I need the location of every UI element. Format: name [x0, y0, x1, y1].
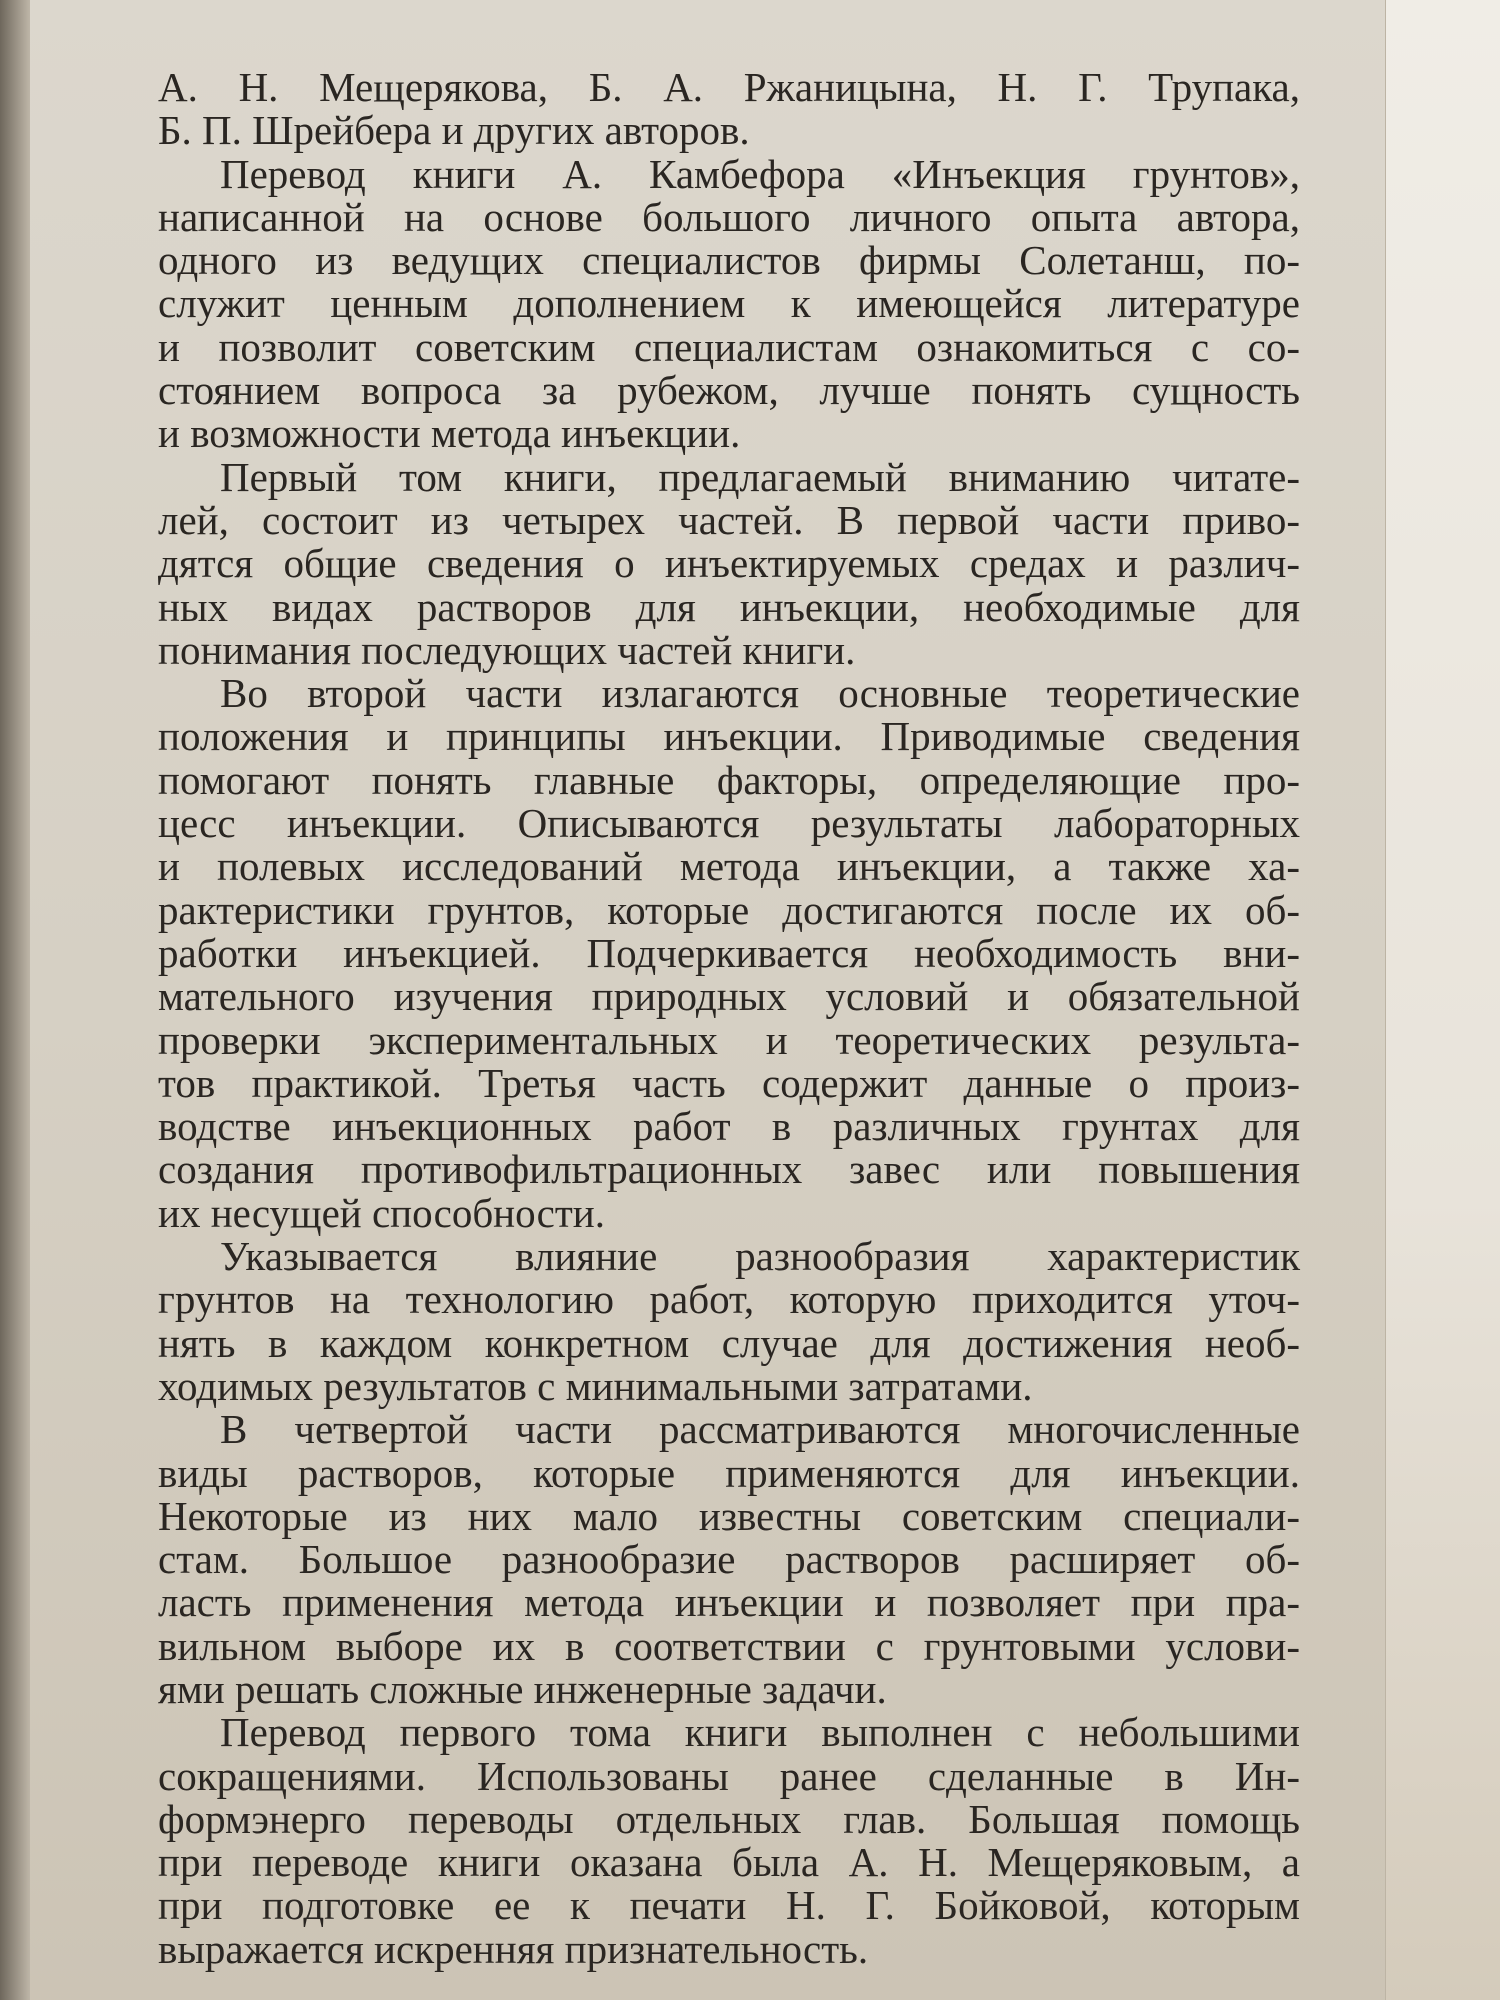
text-line: сокращениями. Использованы ранее сделанные в Ин-	[158, 1752, 1300, 1799]
text-line: тов практикой. Третья часть содержит данные о произ-	[158, 1059, 1300, 1106]
text-line: и позволит советским специалистам ознакомиться с со-	[158, 323, 1300, 370]
text-line: ходимых результатов с минимальными затратами.	[158, 1362, 1033, 1409]
text-line: В четвертой части рассматриваются многочисленные	[220, 1406, 1300, 1453]
text-line: понимания последующих частей книги.	[158, 626, 856, 673]
text-line: А. Н. Мещерякова, Б. А. Ржаницына, Н. Г. Трупака,	[158, 64, 1300, 110]
text-line: ями решать сложные инженерные задачи.	[158, 1665, 887, 1712]
text-line: мательного изучения природных условий и обязательной	[158, 973, 1300, 1020]
text-line: рактеристики грунтов, которые достигаются после их об-	[158, 886, 1300, 933]
text-line: цесс инъекции. Описываются результаты лабораторных	[158, 800, 1300, 847]
text-line: помогают понять главные факторы, определяющие про-	[158, 756, 1300, 803]
text-line: Некоторые из них мало известны советским специали-	[158, 1492, 1300, 1539]
text-line: Перевод книги А. Камбефора «Инъекция грунтов»,	[220, 150, 1300, 197]
text-line: Во второй части излагаются основные теоретические	[220, 670, 1300, 717]
text-line: работки инъекцией. Подчеркивается необходимость вни-	[158, 929, 1300, 976]
text-line: создания противофильтрационных завес или повышения	[158, 1146, 1300, 1193]
text-line: служит ценным дополнением к имеющейся литературе	[158, 280, 1300, 327]
text-line: формэнерго переводы отдельных глав. Большая помощь	[158, 1795, 1300, 1842]
text-line: виды растворов, которые применяются для инъекции.	[158, 1449, 1300, 1496]
text-line: лей, состоит из четырех частей. В первой части приво-	[158, 496, 1300, 543]
text-line: Б. П. Шрейбера и других авторов.	[158, 107, 750, 154]
text-line: их несущей способности.	[158, 1189, 605, 1236]
text-line: проверки экспериментальных и теоретических результа-	[158, 1016, 1300, 1063]
text-line: Указывается влияние разнообразия характеристик	[220, 1233, 1300, 1280]
text-line: и полевых исследований метода инъекции, а также ха-	[158, 843, 1300, 890]
text-line: выражается искренняя признательность.	[158, 1925, 869, 1972]
text-line: Первый том книги, предлагаемый вниманию читате-	[220, 453, 1300, 500]
text-line: при подготовке ее к печати Н. Г. Бойковой, которым	[158, 1882, 1300, 1929]
text-line: при переводе книги оказана была А. Н. Мещеряковым, а	[158, 1839, 1300, 1886]
text-line: стам. Большое разнообразие растворов расширяет об-	[158, 1536, 1300, 1583]
text-line: ласть применения метода инъекции и позволяет при пра-	[158, 1579, 1300, 1626]
text-line: положения и принципы инъекции. Приводимые сведения	[158, 713, 1300, 760]
text-line: Перевод первого тома книги выполнен с небольшими	[220, 1709, 1300, 1756]
text-line: написанной на основе большого личного опыта автора,	[158, 193, 1300, 240]
page-text-body	[158, 66, 1300, 1971]
text-line: ных видах растворов для инъекции, необходимые для	[158, 583, 1300, 630]
text-line: грунтов на технологию работ, которую приходится уточ-	[158, 1276, 1300, 1323]
text-line: одного из ведущих специалистов фирмы Солетанш, по-	[158, 237, 1300, 284]
text-line: дятся общие сведения о инъектируемых средах и различ-	[158, 540, 1300, 587]
text-line: стоянием вопроса за рубежом, лучше понять сущность	[158, 367, 1300, 414]
text-line: водстве инъекционных работ в различных грунтах для	[158, 1103, 1300, 1150]
text-line: и возможности метода инъекции.	[158, 410, 741, 457]
text-line: вильном выборе их в соответствии с грунтовыми услови-	[158, 1622, 1300, 1669]
adjacent-page-edge	[1385, 0, 1500, 2000]
text-line: нять в каждом конкретном случае для достижения необ-	[158, 1319, 1300, 1366]
